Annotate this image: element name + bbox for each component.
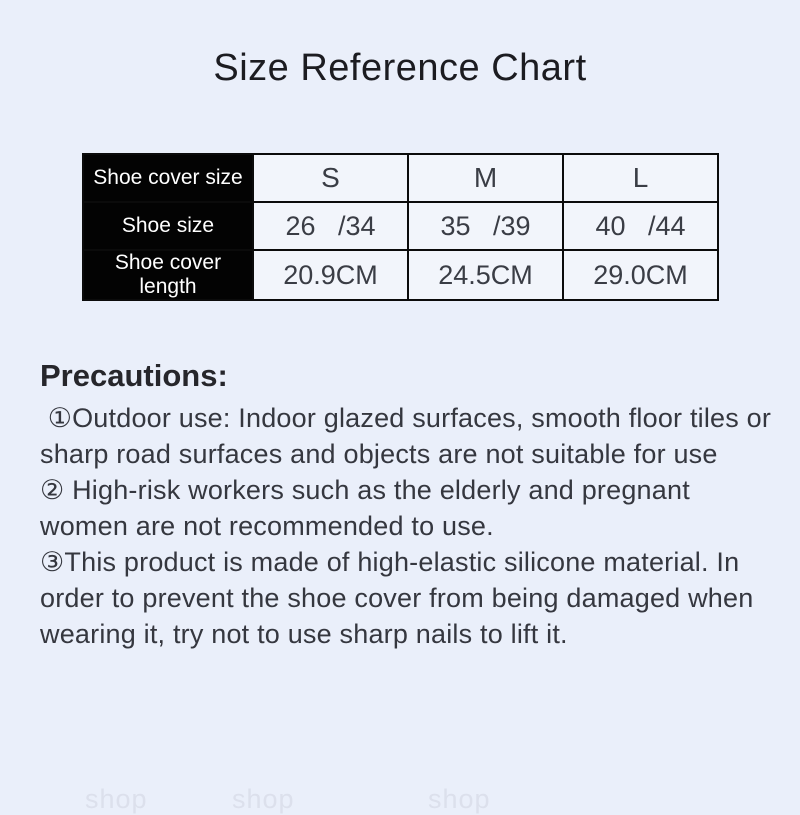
size-table bbox=[82, 153, 719, 301]
shop-watermark: shop bbox=[428, 784, 491, 814]
cover-length-m: 24.5CM bbox=[408, 250, 563, 300]
precaution-item-1: ①Outdoor use: Indoor glazed surfaces, smooth floor tiles or sharp road surfaces and objects are not suitable for use bbox=[40, 403, 779, 469]
page-title: Size Reference Chart bbox=[213, 47, 587, 89]
row-label-shoe-cover-size: Shoe cover size bbox=[83, 154, 253, 202]
table-row-shoe-cover-size bbox=[83, 154, 718, 202]
size-value-m: M bbox=[408, 154, 563, 202]
row-label-shoe-cover-length: Shoe cover length bbox=[83, 250, 253, 300]
shoe-size-range-l: 40 /44 bbox=[563, 202, 718, 250]
shop-watermark: shop bbox=[232, 784, 295, 814]
precaution-item-2: ② High-risk workers such as the elderly and pregnant women are not recommended to use. bbox=[40, 475, 698, 541]
shoe-size-range-m: 35 /39 bbox=[408, 202, 563, 250]
table-row-shoe-cover-length bbox=[83, 250, 718, 300]
shoe-size-range-s: 26 /34 bbox=[253, 202, 408, 250]
precaution-item-3: ③This product is made of high-elastic silicone material. In order to prevent the shoe cover from being damaged when wearing it, try not to use sharp nails to lift it. bbox=[40, 547, 762, 649]
table-row-shoe-size bbox=[83, 202, 718, 250]
row-label-shoe-size: Shoe size bbox=[83, 202, 253, 250]
cover-length-l: 29.0CM bbox=[563, 250, 718, 300]
size-value-l: L bbox=[563, 154, 718, 202]
precautions-heading: Precautions: bbox=[40, 358, 228, 393]
size-value-s: S bbox=[253, 154, 408, 202]
shop-watermark: shop bbox=[85, 784, 148, 814]
precautions-section bbox=[40, 356, 780, 652]
cover-length-s: 20.9CM bbox=[253, 250, 408, 300]
